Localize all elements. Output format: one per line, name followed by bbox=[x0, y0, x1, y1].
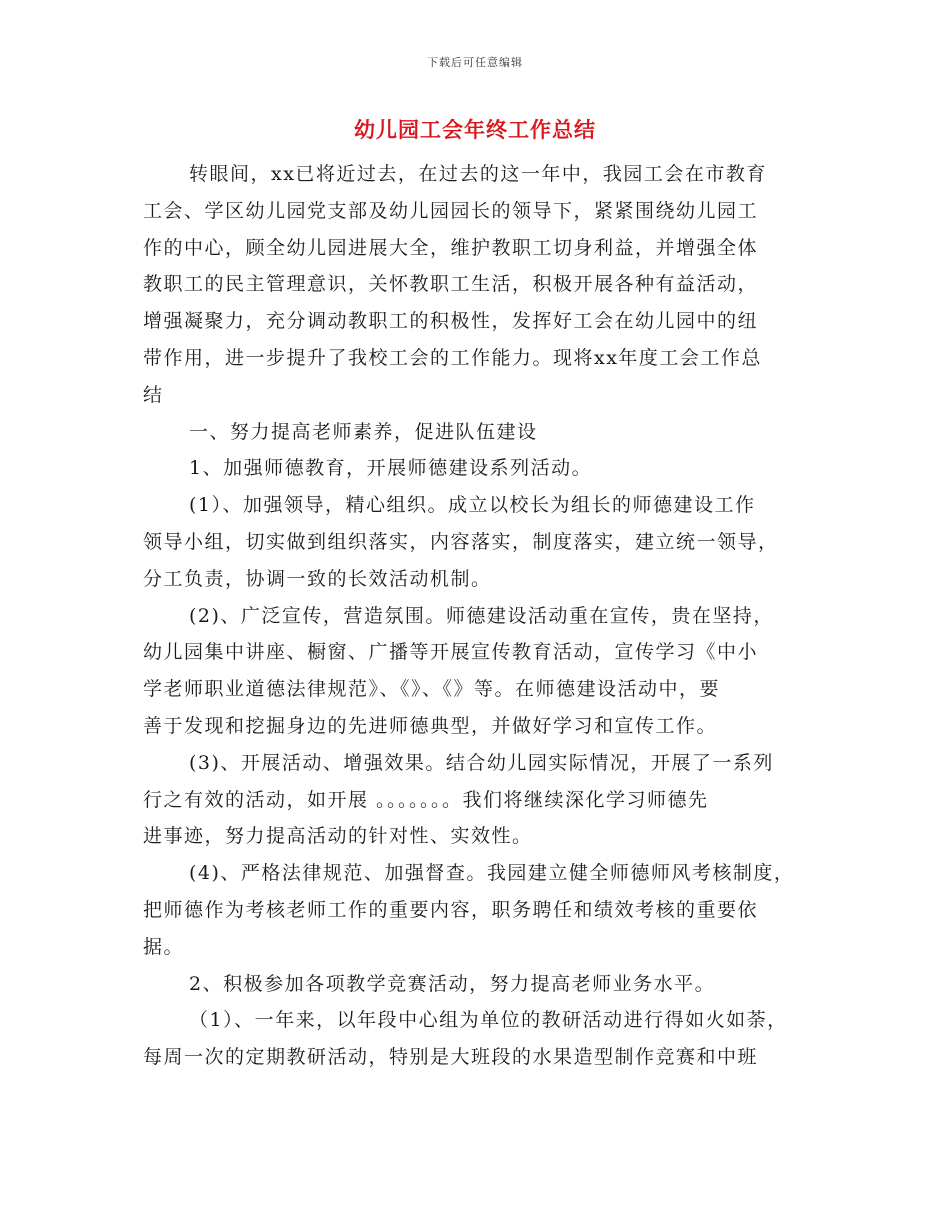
body-line: 把师德作为考核老师工作的重要内容，职务聘任和绩效考核的重要依 bbox=[143, 898, 759, 921]
body-line: 善于发现和挖掘身边的先进师德典型，并做好学习和宣传工作。 bbox=[143, 714, 718, 737]
body-line: 一、努力提高老师素养，促进队伍建设 bbox=[189, 420, 538, 443]
page-header-note: 下载后可任意编辑 bbox=[427, 56, 523, 69]
document-title: 幼儿园工会年终工作总结 bbox=[354, 117, 596, 142]
body-line: 工会、学区幼儿园党支部及幼儿园园长的领导下，紧紧围绕幼儿园工 bbox=[143, 199, 759, 222]
body-line: 结 bbox=[143, 383, 164, 406]
body-line: 学老师职业道德法律规范》、《》、《》等。在师德建设活动中，要 bbox=[143, 678, 721, 701]
body-line: 据。 bbox=[143, 935, 185, 958]
body-line: 每周一次的定期教研活动，特别是大班段的水果造型制作竞赛和中班 bbox=[143, 1046, 759, 1069]
body-line: 幼儿园集中讲座、橱窗、广播等开展宣传教育活动，宣传学习《中小 bbox=[143, 641, 759, 664]
body-line: 增强凝聚力，充分调动教职工的积极性，发挥好工会在幼儿园中的纽 bbox=[143, 310, 759, 333]
body-line: 转眼间，xx已将近过去，在过去的这一年中，我园工会在市教育 bbox=[189, 163, 767, 185]
body-line: (4)、严格法律规范、加强督查。我园建立健全师德师风考核制度， bbox=[189, 862, 795, 885]
body-line: 2、积极参加各项教学竞赛活动，努力提高老师业务水平。 bbox=[189, 972, 716, 995]
body-line: (3)、开展活动、增强效果。结合幼儿园实际情况，开展了一系列 bbox=[189, 751, 774, 774]
body-line: 作的中心，顾全幼儿园进展大全，维护教职工切身利益，并增强全体 bbox=[143, 236, 759, 259]
document-body bbox=[143, 156, 813, 1076]
body-line: (2)、广泛宣传，营造氛围。师德建设活动重在宣传，贵在坚持， bbox=[189, 604, 774, 627]
body-line: (1）、加强领导，精心组织。成立以校长为组长的师德建设工作 bbox=[189, 494, 756, 517]
body-line: （1）、一年来，以年段中心组为单位的教研活动进行得如火如荼， bbox=[189, 1009, 788, 1032]
body-line: 行之有效的活动，如开展 。。。。。。。我们将继续深化学习师德先 bbox=[143, 788, 709, 811]
body-line: 带作用，进一步提升了我校工会的工作能力。现将xx年度工会工作总 bbox=[143, 346, 762, 369]
body-line: 领导小组，切实做到组织落实，内容落实，制度落实，建立统一领导， bbox=[143, 530, 779, 553]
body-line: 进事迹，努力提高活动的针对性、实效性。 bbox=[143, 825, 533, 848]
body-line: 1、加强师德教育，开展师德建设系列活动。 bbox=[189, 457, 593, 480]
body-line: 教职工的民主管理意识，关怀教职工生活，积极开展各种有益活动， bbox=[143, 273, 759, 296]
body-line: 分工负责，协调一致的长效活动机制。 bbox=[143, 567, 492, 590]
